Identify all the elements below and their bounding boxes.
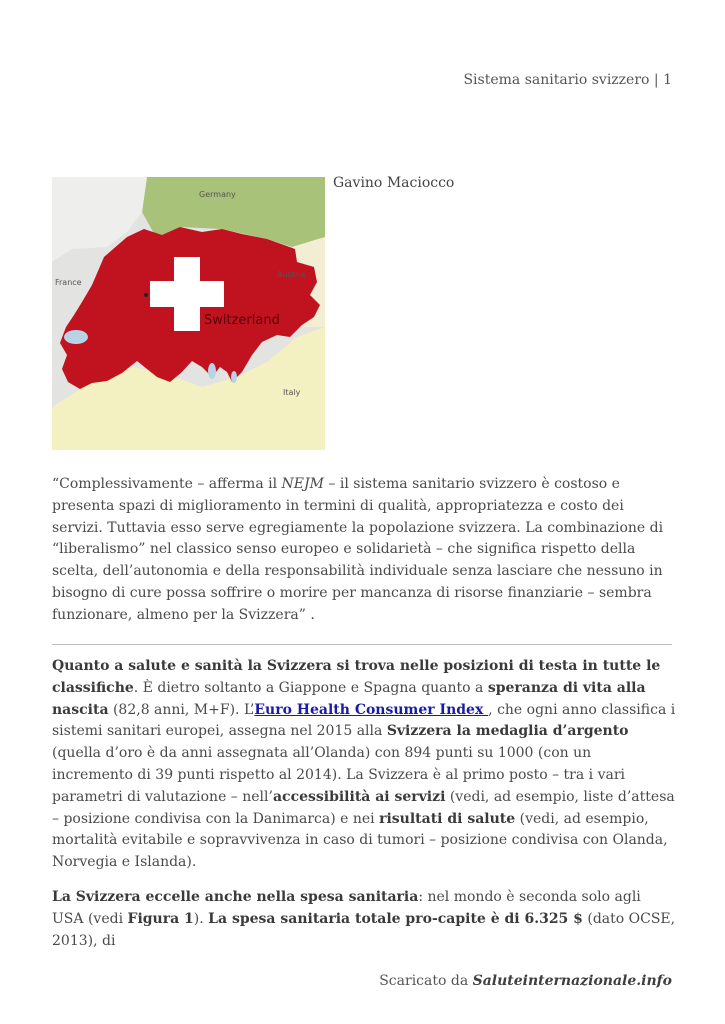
p2-text-2: ). [193,910,209,927]
map-label-france: France [55,278,82,287]
map-cross-horizontal [150,281,224,307]
intro-quote [52,474,677,627]
page-footer [379,973,672,989]
p1-text-4: (quella d’oro è da anni assegnata all’Olanda) con 894 punti su 1000 (con un incremento di 39 punti rispetto al 2014). La Svizzera è al primo posto – tra i vari parametri di valutazione – nell’ [52,745,625,805]
quote-text-2: – il sistema sanitario svizzero è costoso e presenta spazi di miglioramento in termini di qualità, appropriatezza e costo dei servizi. Tuttavia esso serve egregiamente la popolazione svizzera. La combinazione di “liberalismo” nel classico senso europeo e solidarietà – che significa rispetto della scelta, dell’autonomia e della responsabilità individuale senza lasciare che nessuno in bisogno di cure possa soffrire o morire per mancanza di risorse finanziarie – sembra funzionare, almeno per la Svizzera” . [52,476,664,623]
switzerland-map [52,177,325,450]
article-body [52,656,676,965]
map-lake-maggiore [208,363,216,379]
map-label-austria: Austria [277,270,306,279]
quote-text-1: “Complessivamente – afferma il [52,476,282,492]
footer-site: Saluteinternazionale.info [472,973,672,989]
map-lake-geneva [64,330,88,344]
author-name: Gavino Maciocco [333,175,455,191]
p1-text-3: , che ogni anno classifica i sistemi sanitari europei, assegna nel 2015 alla [52,701,676,740]
map-label-italy: Italy [283,388,301,397]
quote-nejm: NEJM [281,476,324,492]
p2-bold-3: La spesa sanitaria totale pro-capite è di 6.325 $ [208,910,583,927]
p1-bold-2: speranza di vita alla nascita [52,679,646,718]
section-divider [52,644,672,645]
paragraph-1 [52,656,676,874]
p1-text-6: (vedi, ad esempio, mortalità evitabile e sopravvivenza in caso di tumori – posizione condivisa con Olanda, Norvegia e Islanda). [52,810,668,871]
p1-text-2: (82,8 anni, M+F). L’ [108,701,255,718]
p1-text-1: . È dietro soltanto a Giappone e Spagna quanto a [133,679,488,696]
map-label-country: Switzerland [204,313,280,328]
p1-bold-5: risultati di salute [379,810,516,827]
paragraph-2 [52,887,676,952]
p1-bold-3: Svizzera la medaglia d’argento [386,723,629,740]
p2-bold-2: Figura 1 [127,910,194,927]
euro-health-consumer-index-link[interactable]: Euro Health Consumer Index [254,701,489,718]
map-lake-como [231,371,237,383]
running-header: Sistema sanitario svizzero | 1 [463,72,672,88]
p2-text-3: (dato OCSE, 2013), di [52,910,676,949]
p2-text-1: : nel mondo è seconda solo agli USA (vedi [52,888,641,927]
footer-prefix: Scaricato da [379,973,473,989]
p1-text-5: (vedi, ad esempio, liste d’attesa – posizione condivisa con la Danimarca) e nei [52,788,675,827]
map-bern-dot [144,293,148,297]
p2-bold-1: La Svizzera eccelle anche nella spesa sanitaria [52,888,419,905]
p1-bold-1: Quanto a salute e sanità la Svizzera si trova nelle posizioni di testa in tutte le classifiche [52,658,661,696]
map-label-germany: Germany [199,190,236,199]
p1-bold-4: accessibilità ai servizi [272,788,446,805]
